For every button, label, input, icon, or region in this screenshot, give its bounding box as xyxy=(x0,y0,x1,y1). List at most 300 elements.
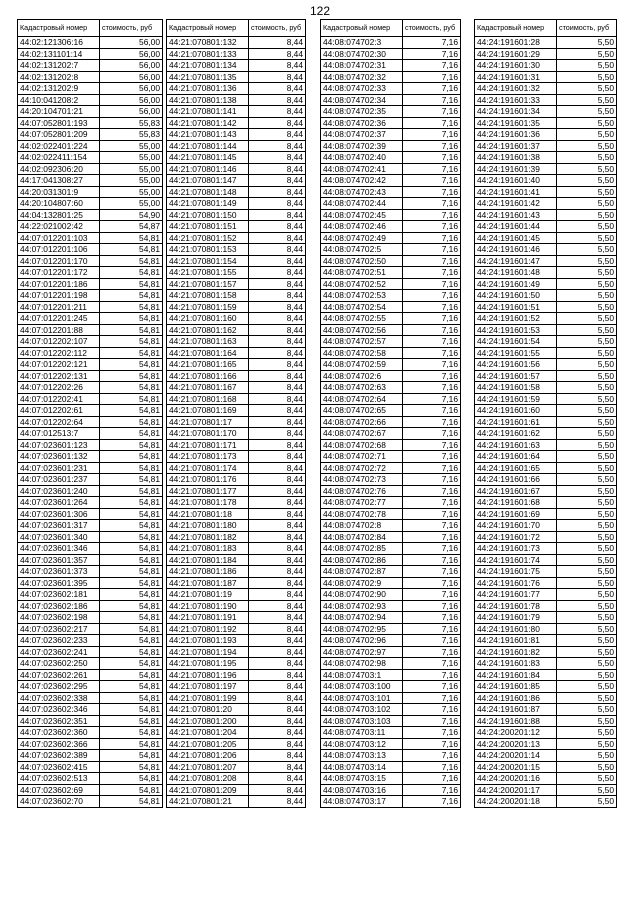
table-row xyxy=(321,301,461,313)
cost-cell: 7,16 xyxy=(403,508,461,520)
cadastral-number-cell: 44:24:191601:46 xyxy=(475,244,557,256)
cost-cell: 8,44 xyxy=(249,393,306,405)
cost-cell: 7,16 xyxy=(403,48,461,60)
table-row xyxy=(18,520,163,532)
table-row xyxy=(321,60,461,72)
table-row xyxy=(167,750,306,762)
table-row xyxy=(475,290,617,302)
cadastral-number-cell: 44:02:131101:14 xyxy=(18,48,100,60)
cadastral-number-cell: 44:21:070801:143 xyxy=(167,129,249,141)
cadastral-number-cell: 44:07:023602:69 xyxy=(18,784,100,796)
cost-cell: 54,81 xyxy=(100,738,163,750)
table-row xyxy=(475,244,617,256)
table-row xyxy=(167,94,306,106)
cadastral-number-cell: 44:08:074702:65 xyxy=(321,405,403,417)
cadastral-number-cell: 44:02:121306:16 xyxy=(18,37,100,49)
cadastral-number-cell: 44:08:074702:55 xyxy=(321,313,403,325)
cost-cell: 5,50 xyxy=(557,485,617,497)
table-row xyxy=(167,428,306,440)
cost-cell: 8,44 xyxy=(249,198,306,210)
cost-cell: 5,50 xyxy=(557,497,617,509)
table-row xyxy=(167,577,306,589)
cost-cell: 7,16 xyxy=(403,60,461,72)
table-row xyxy=(475,382,617,394)
table-row xyxy=(475,681,617,693)
cost-cell: 8,44 xyxy=(249,209,306,221)
cost-cell: 5,50 xyxy=(557,531,617,543)
cadastral-number-cell: 44:21:070801:171 xyxy=(167,439,249,451)
cost-cell: 5,50 xyxy=(557,175,617,187)
table-row xyxy=(167,451,306,463)
cost-cell: 7,16 xyxy=(403,163,461,175)
cadastral-number-cell: 44:24:191601:78 xyxy=(475,600,557,612)
table-row xyxy=(475,543,617,555)
table-row xyxy=(167,382,306,394)
cost-cell: 54,81 xyxy=(100,635,163,647)
cadastral-number-cell: 44:24:200201:18 xyxy=(475,796,557,808)
cost-cell: 5,50 xyxy=(557,474,617,486)
table-row xyxy=(167,589,306,601)
table-row xyxy=(321,347,461,359)
table-header-row xyxy=(18,20,163,37)
table-row xyxy=(321,520,461,532)
table-row xyxy=(18,416,163,428)
cadastral-number-cell: 44:07:023602:186 xyxy=(18,600,100,612)
table-row xyxy=(18,278,163,290)
cost-cell: 54,81 xyxy=(100,600,163,612)
table-row xyxy=(18,715,163,727)
table-header-row xyxy=(167,20,306,37)
table-row xyxy=(18,83,163,95)
cost-cell: 54,81 xyxy=(100,520,163,532)
cadastral-number-cell: 44:21:070801:19 xyxy=(167,589,249,601)
cost-cell: 8,44 xyxy=(249,485,306,497)
cost-cell: 8,44 xyxy=(249,416,306,428)
cost-cell: 8,44 xyxy=(249,428,306,440)
cost-cell: 7,16 xyxy=(403,198,461,210)
cadastral-number-cell: 44:08:074702:95 xyxy=(321,623,403,635)
table-row xyxy=(167,221,306,233)
cadastral-number-cell: 44:21:070801:197 xyxy=(167,681,249,693)
cadastral-number-cell: 44:24:191601:53 xyxy=(475,324,557,336)
table-row xyxy=(18,301,163,313)
table-row xyxy=(18,451,163,463)
cost-cell: 5,50 xyxy=(557,221,617,233)
table-row xyxy=(167,658,306,670)
cost-cell: 5,50 xyxy=(557,48,617,60)
cadastral-number-cell: 44:07:023602:366 xyxy=(18,738,100,750)
table-row xyxy=(18,738,163,750)
cost-cell: 7,16 xyxy=(403,278,461,290)
cost-cell: 5,50 xyxy=(557,554,617,566)
cost-cell: 8,44 xyxy=(249,336,306,348)
cadastral-number-cell: 44:24:200201:13 xyxy=(475,738,557,750)
cost-cell: 54,81 xyxy=(100,566,163,578)
cadastral-number-cell: 44:21:070801:146 xyxy=(167,163,249,175)
cadastral-number-cell: 44:24:191601:82 xyxy=(475,646,557,658)
cadastral-number-cell: 44:24:191601:36 xyxy=(475,129,557,141)
cadastral-number-cell: 44:21:070801:134 xyxy=(167,60,249,72)
table-row xyxy=(18,37,163,49)
cost-cell: 7,16 xyxy=(403,370,461,382)
cadastral-number-cell: 44:08:074702:39 xyxy=(321,140,403,152)
table-row xyxy=(18,623,163,635)
cost-cell: 5,50 xyxy=(557,106,617,118)
table-row xyxy=(18,727,163,739)
cost-cell: 54,87 xyxy=(100,221,163,233)
cost-cell: 55,00 xyxy=(100,198,163,210)
table-row xyxy=(475,485,617,497)
cost-cell: 8,44 xyxy=(249,290,306,302)
cadastral-number-cell: 44:07:023601:237 xyxy=(18,474,100,486)
cadastral-number-cell: 44:24:191601:47 xyxy=(475,255,557,267)
table-row xyxy=(321,773,461,785)
cost-cell: 5,50 xyxy=(557,566,617,578)
cost-cell: 8,44 xyxy=(249,60,306,72)
cadastral-number-cell: 44:08:074702:6 xyxy=(321,370,403,382)
cadastral-number-cell: 44:20:104807:60 xyxy=(18,198,100,210)
cadastral-number-cell: 44:21:070801:163 xyxy=(167,336,249,348)
cadastral-number-cell: 44:08:074702:45 xyxy=(321,209,403,221)
cost-cell: 7,16 xyxy=(403,382,461,394)
cadastral-number-cell: 44:07:023601:264 xyxy=(18,497,100,509)
cost-cell: 54,81 xyxy=(100,416,163,428)
cost-cell: 7,16 xyxy=(403,301,461,313)
table-row xyxy=(321,94,461,106)
table-row xyxy=(18,370,163,382)
cost-cell: 54,81 xyxy=(100,497,163,509)
cost-cell: 8,44 xyxy=(249,232,306,244)
cadastral-number-cell: 44:24:191601:83 xyxy=(475,658,557,670)
cadastral-number-cell: 44:24:191601:70 xyxy=(475,520,557,532)
cost-cell: 8,44 xyxy=(249,278,306,290)
cost-cell: 8,44 xyxy=(249,497,306,509)
cadastral-number-cell: 44:08:074702:71 xyxy=(321,451,403,463)
cost-cell: 7,16 xyxy=(403,577,461,589)
table-row xyxy=(18,462,163,474)
table-row xyxy=(475,692,617,704)
cadastral-number-cell: 44:21:070801:20 xyxy=(167,704,249,716)
cadastral-number-cell: 44:07:023602:513 xyxy=(18,773,100,785)
table-row xyxy=(475,83,617,95)
cost-cell: 8,44 xyxy=(249,646,306,658)
cost-cell: 8,44 xyxy=(249,520,306,532)
cost-cell: 7,16 xyxy=(403,267,461,279)
table-row xyxy=(18,531,163,543)
cost-cell: 56,00 xyxy=(100,48,163,60)
cadastral-number-cell: 44:24:191601:67 xyxy=(475,485,557,497)
cost-cell: 8,44 xyxy=(249,347,306,359)
table-row xyxy=(475,140,617,152)
table-row xyxy=(321,255,461,267)
table-row xyxy=(167,773,306,785)
cadastral-number-cell: 44:07:012513:7 xyxy=(18,428,100,440)
cadastral-number-cell: 44:08:074703:102 xyxy=(321,704,403,716)
cost-cell: 7,16 xyxy=(403,232,461,244)
table-row xyxy=(321,140,461,152)
table-row xyxy=(321,186,461,198)
cost-cell: 54,81 xyxy=(100,658,163,670)
cost-cell: 56,00 xyxy=(100,60,163,72)
table-row xyxy=(167,71,306,83)
cadastral-number-cell: 44:08:074702:78 xyxy=(321,508,403,520)
cost-cell: 54,81 xyxy=(100,405,163,417)
cadastral-number-cell: 44:21:070801:164 xyxy=(167,347,249,359)
cost-cell: 5,50 xyxy=(557,416,617,428)
cost-cell: 7,16 xyxy=(403,784,461,796)
table-row xyxy=(18,646,163,658)
table-row xyxy=(167,405,306,417)
table-row xyxy=(18,152,163,164)
table-row xyxy=(475,393,617,405)
cost-cell: 54,81 xyxy=(100,692,163,704)
cost-cell: 54,81 xyxy=(100,393,163,405)
cadastral-number-cell: 44:07:012201:103 xyxy=(18,232,100,244)
cost-cell: 55,00 xyxy=(100,175,163,187)
cost-cell: 7,16 xyxy=(403,738,461,750)
cost-cell: 8,44 xyxy=(249,359,306,371)
cadastral-number-cell: 44:08:074702:52 xyxy=(321,278,403,290)
cost-cell: 54,81 xyxy=(100,370,163,382)
cost-cell: 5,50 xyxy=(557,232,617,244)
table-row xyxy=(18,600,163,612)
table-row xyxy=(475,508,617,520)
cadastral-number-cell: 44:21:070801:154 xyxy=(167,255,249,267)
table-row xyxy=(18,704,163,716)
cost-cell: 7,16 xyxy=(403,186,461,198)
cadastral-number-cell: 44:07:023601:357 xyxy=(18,554,100,566)
cost-cell: 5,50 xyxy=(557,255,617,267)
cost-cell: 7,16 xyxy=(403,152,461,164)
cost-cell: 5,50 xyxy=(557,577,617,589)
cost-cell: 54,81 xyxy=(100,543,163,555)
cost-cell: 5,50 xyxy=(557,117,617,129)
table-row xyxy=(475,727,617,739)
table-row xyxy=(167,681,306,693)
table-row xyxy=(167,347,306,359)
cadastral-number-cell: 44:24:191601:32 xyxy=(475,83,557,95)
cost-cell: 5,50 xyxy=(557,198,617,210)
cadastral-number-cell: 44:24:191601:64 xyxy=(475,451,557,463)
cadastral-number-cell: 44:24:191601:45 xyxy=(475,232,557,244)
table-row xyxy=(321,566,461,578)
table-row xyxy=(18,577,163,589)
table-row xyxy=(475,612,617,624)
table-row xyxy=(18,94,163,106)
table-row xyxy=(475,761,617,773)
table-header-row xyxy=(475,20,617,37)
table-row xyxy=(167,255,306,267)
cadastral-number-cell: 44:21:070801:180 xyxy=(167,520,249,532)
cost-cell: 5,50 xyxy=(557,462,617,474)
table-row xyxy=(167,290,306,302)
cadastral-number-cell: 44:24:191601:86 xyxy=(475,692,557,704)
table-row xyxy=(475,658,617,670)
cadastral-number-cell: 44:21:070801:196 xyxy=(167,669,249,681)
table-row xyxy=(321,554,461,566)
cost-cell: 8,44 xyxy=(249,623,306,635)
cadastral-number-cell: 44:07:012202:61 xyxy=(18,405,100,417)
cost-cell: 8,44 xyxy=(249,761,306,773)
cost-cell: 54,81 xyxy=(100,336,163,348)
cost-cell: 5,50 xyxy=(557,543,617,555)
cost-cell: 7,16 xyxy=(403,313,461,325)
table-row xyxy=(321,209,461,221)
table-body xyxy=(321,37,461,808)
cadastral-number-cell: 44:08:074703:1 xyxy=(321,669,403,681)
cadastral-number-cell: 44:10:041208:2 xyxy=(18,94,100,106)
cost-cell: 54,81 xyxy=(100,267,163,279)
cost-cell: 54,81 xyxy=(100,704,163,716)
table-row xyxy=(18,393,163,405)
table-row xyxy=(167,186,306,198)
table-row xyxy=(167,163,306,175)
cost-cell: 7,16 xyxy=(403,658,461,670)
cadastral-number-cell: 44:02:022411:154 xyxy=(18,152,100,164)
cadastral-number-cell: 44:07:023602:233 xyxy=(18,635,100,647)
cost-cell: 8,44 xyxy=(249,600,306,612)
table-row xyxy=(475,796,617,808)
cost-cell: 5,50 xyxy=(557,796,617,808)
table-row xyxy=(321,600,461,612)
cadastral-number-cell: 44:24:191601:85 xyxy=(475,681,557,693)
cadastral-number-cell: 44:24:191601:87 xyxy=(475,704,557,716)
cadastral-number-cell: 44:24:191601:31 xyxy=(475,71,557,83)
cadastral-number-cell: 44:21:070801:159 xyxy=(167,301,249,313)
table-row xyxy=(321,163,461,175)
cadastral-number-cell: 44:07:023602:338 xyxy=(18,692,100,704)
table-row xyxy=(321,416,461,428)
cost-cell: 54,81 xyxy=(100,278,163,290)
table-row xyxy=(475,117,617,129)
cost-cell: 7,16 xyxy=(403,140,461,152)
cost-cell: 54,81 xyxy=(100,451,163,463)
cost-cell: 7,16 xyxy=(403,324,461,336)
cost-cell: 8,44 xyxy=(249,715,306,727)
cost-cell: 8,44 xyxy=(249,382,306,394)
cadastral-number-cell: 44:08:074702:96 xyxy=(321,635,403,647)
cost-cell: 54,81 xyxy=(100,612,163,624)
table-row xyxy=(18,290,163,302)
cadastral-number-cell: 44:07:023602:250 xyxy=(18,658,100,670)
table-row xyxy=(167,232,306,244)
table-row xyxy=(18,347,163,359)
cost-cell: 55,00 xyxy=(100,140,163,152)
cadastral-number-cell: 44:08:074703:103 xyxy=(321,715,403,727)
cost-cell: 8,44 xyxy=(249,117,306,129)
cost-cell: 8,44 xyxy=(249,554,306,566)
cadastral-number-cell: 44:21:070801:200 xyxy=(167,715,249,727)
cost-cell: 56,00 xyxy=(100,71,163,83)
table-row xyxy=(321,278,461,290)
cadastral-number-cell: 44:21:070801:149 xyxy=(167,198,249,210)
table-row xyxy=(18,267,163,279)
cadastral-number-cell: 44:07:023601:373 xyxy=(18,566,100,578)
table-row xyxy=(167,336,306,348)
cost-cell: 8,44 xyxy=(249,221,306,233)
cost-cell: 7,16 xyxy=(403,451,461,463)
cadastral-number-cell: 44:08:074702:9 xyxy=(321,577,403,589)
cost-cell: 8,44 xyxy=(249,773,306,785)
cadastral-number-cell: 44:07:012201:245 xyxy=(18,313,100,325)
table-row xyxy=(18,750,163,762)
table-row xyxy=(167,83,306,95)
table-row xyxy=(18,485,163,497)
cost-cell: 7,16 xyxy=(403,531,461,543)
cadastral-number-cell: 44:24:191601:40 xyxy=(475,175,557,187)
cadastral-number-cell: 44:07:023601:240 xyxy=(18,485,100,497)
cadastral-number-cell: 44:24:200201:14 xyxy=(475,750,557,762)
cost-cell: 8,44 xyxy=(249,106,306,118)
cost-cell: 5,50 xyxy=(557,152,617,164)
cadastral-number-cell: 44:21:070801:184 xyxy=(167,554,249,566)
table-row xyxy=(321,508,461,520)
table-row xyxy=(167,646,306,658)
table-row xyxy=(18,232,163,244)
cadastral-number-cell: 44:07:023602:346 xyxy=(18,704,100,716)
column-header-cadastral-number: Кадастровый номер xyxy=(321,20,403,37)
cost-cell: 54,81 xyxy=(100,462,163,474)
cost-cell: 7,16 xyxy=(403,290,461,302)
cadastral-number-cell: 44:08:074702:46 xyxy=(321,221,403,233)
cadastral-number-cell: 44:21:070801:138 xyxy=(167,94,249,106)
table-row xyxy=(475,186,617,198)
cadastral-number-cell: 44:21:070801:193 xyxy=(167,635,249,647)
table-row xyxy=(475,646,617,658)
table-row xyxy=(167,669,306,681)
cadastral-number-cell: 44:08:074702:35 xyxy=(321,106,403,118)
table-row xyxy=(18,313,163,325)
cost-cell: 8,44 xyxy=(249,175,306,187)
table-row xyxy=(321,439,461,451)
table-row xyxy=(18,198,163,210)
cadastral-number-cell: 44:24:191601:72 xyxy=(475,531,557,543)
cost-cell: 5,50 xyxy=(557,508,617,520)
cadastral-number-cell: 44:21:070801:194 xyxy=(167,646,249,658)
cadastral-number-cell: 44:08:074702:66 xyxy=(321,416,403,428)
cadastral-number-cell: 44:21:070801:207 xyxy=(167,761,249,773)
cadastral-number-cell: 44:08:074702:63 xyxy=(321,382,403,394)
cost-cell: 8,44 xyxy=(249,48,306,60)
cost-cell: 7,16 xyxy=(403,37,461,49)
table-header-row xyxy=(321,20,461,37)
cost-cell: 8,44 xyxy=(249,37,306,49)
table-row xyxy=(167,152,306,164)
cadastral-number-cell: 44:07:023601:395 xyxy=(18,577,100,589)
table-row xyxy=(167,485,306,497)
table-row xyxy=(475,577,617,589)
table-row xyxy=(475,635,617,647)
cost-cell: 5,50 xyxy=(557,715,617,727)
cost-cell: 7,16 xyxy=(403,681,461,693)
table-row xyxy=(321,405,461,417)
table-row xyxy=(321,474,461,486)
cadastral-number-cell: 44:21:070801:147 xyxy=(167,175,249,187)
table-row xyxy=(167,612,306,624)
table-row xyxy=(321,324,461,336)
cost-cell: 5,50 xyxy=(557,623,617,635)
cost-cell: 54,81 xyxy=(100,531,163,543)
cost-cell: 8,44 xyxy=(249,439,306,451)
table-row xyxy=(321,117,461,129)
table-row xyxy=(18,428,163,440)
table-row xyxy=(18,566,163,578)
cost-cell: 5,50 xyxy=(557,267,617,279)
table-row xyxy=(18,543,163,555)
table-row xyxy=(321,761,461,773)
cost-cell: 8,44 xyxy=(249,750,306,762)
cadastral-number-cell: 44:08:074702:84 xyxy=(321,531,403,543)
